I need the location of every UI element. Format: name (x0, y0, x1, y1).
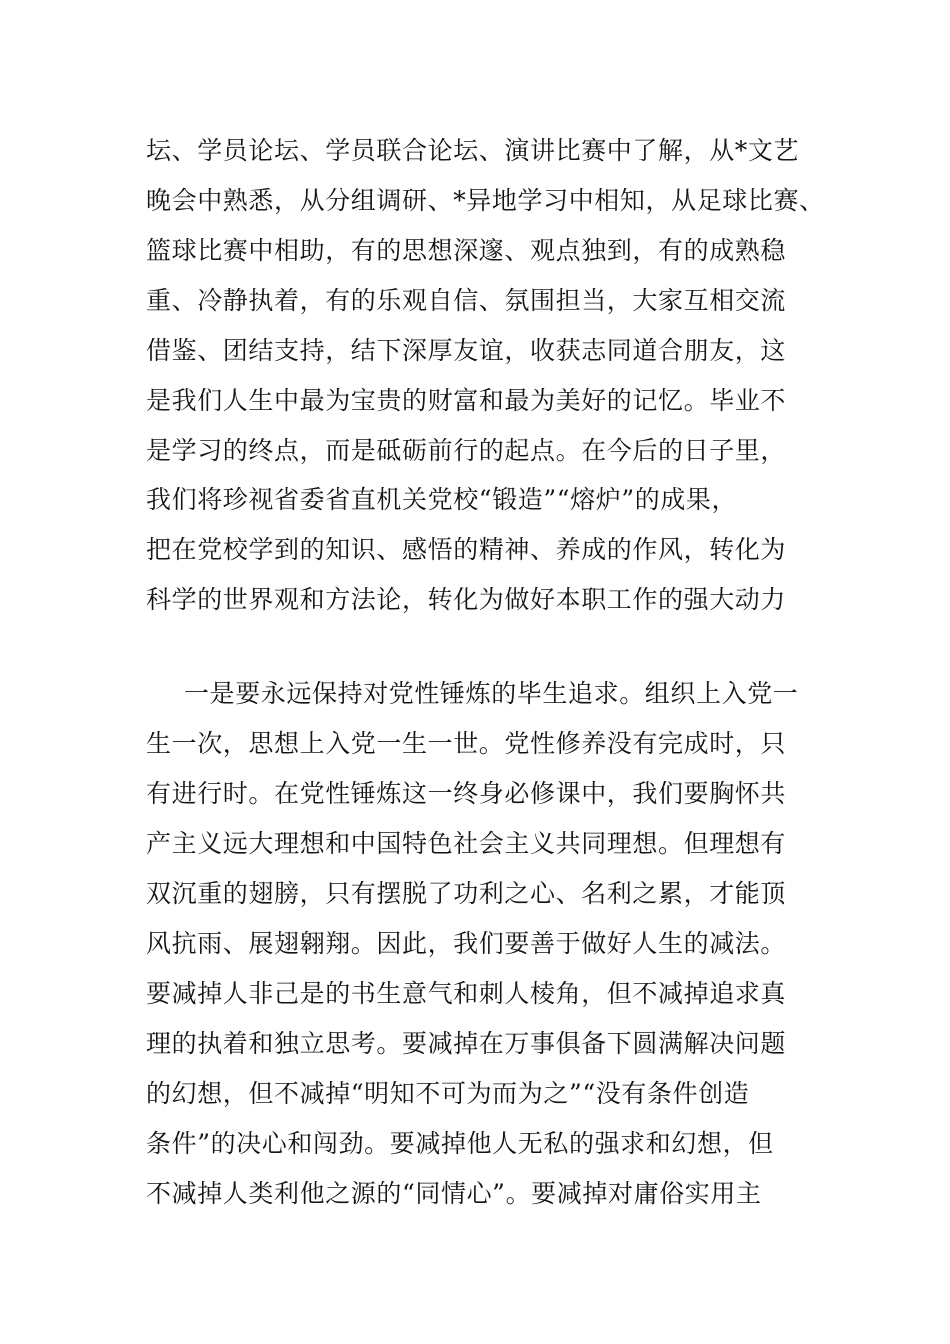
text-line: 不减掉人类利他之源的“同情心”。要减掉对庸俗实用主 (146, 1179, 762, 1208)
text-line: 我们将珍视省委省直机关党校“锻造”“熔炉”的成果， (146, 485, 738, 514)
text-line: 要减掉人非己是的书生意气和刺人棱角，但不减掉追求真 (146, 979, 787, 1008)
text-line: 一是要永远保持对党性锤炼的毕生追求。组织上入党一 (184, 679, 799, 708)
text-line: 双沉重的翅膀，只有摆脱了功利之心、名利之累，才能顶 (146, 879, 787, 908)
text-line: 篮球比赛中相助，有的思想深邃、观点独到，有的成熟稳 (146, 236, 787, 265)
text-line: 是学习的终点，而是砥砺前行的起点。在今后的日子里， (146, 436, 787, 465)
text-line: 生一次，思想上入党一生一世。党性修养没有完成时，只 (146, 729, 787, 758)
text-line: 理的执着和独立思考。要减掉在万事俱备下圆满解决问题 (146, 1029, 787, 1058)
text-line: 坛、学员论坛、学员联合论坛、演讲比赛中了解，从*文艺 (146, 136, 800, 165)
text-line: 科学的世界观和方法论，转化为做好本职工作的强大动力 (146, 585, 787, 614)
text-line: 有进行时。在党性锤炼这一终身必修课中，我们要胸怀共 (146, 779, 787, 808)
text-line: 风抗雨、展翅翱翔。因此，我们要善于做好人生的减法。 (146, 929, 787, 958)
text-line: 重、冷静执着，有的乐观自信、氛围担当，大家互相交流 (146, 286, 787, 315)
text-line: 把在党校学到的知识、感悟的精神、养成的作风，转化为 (146, 535, 787, 564)
text-line: 条件”的决心和闯劲。要减掉他人无私的强求和幻想，但 (146, 1129, 774, 1158)
text-line: 借鉴、团结支持，结下深厚友谊，收获志同道合朋友，这 (146, 336, 787, 365)
text-line: 产主义远大理想和中国特色社会主义共同理想。但理想有 (146, 829, 787, 858)
text-line: 的幻想，但不减掉“明知不可为而为之”“没有条件创造 (146, 1079, 750, 1108)
text-line: 晚会中熟悉，从分组调研、*异地学习中相知，从足球比赛、 (146, 186, 825, 215)
text-line: 是我们人生中最为宝贵的财富和最为美好的记忆。毕业不 (146, 386, 787, 415)
